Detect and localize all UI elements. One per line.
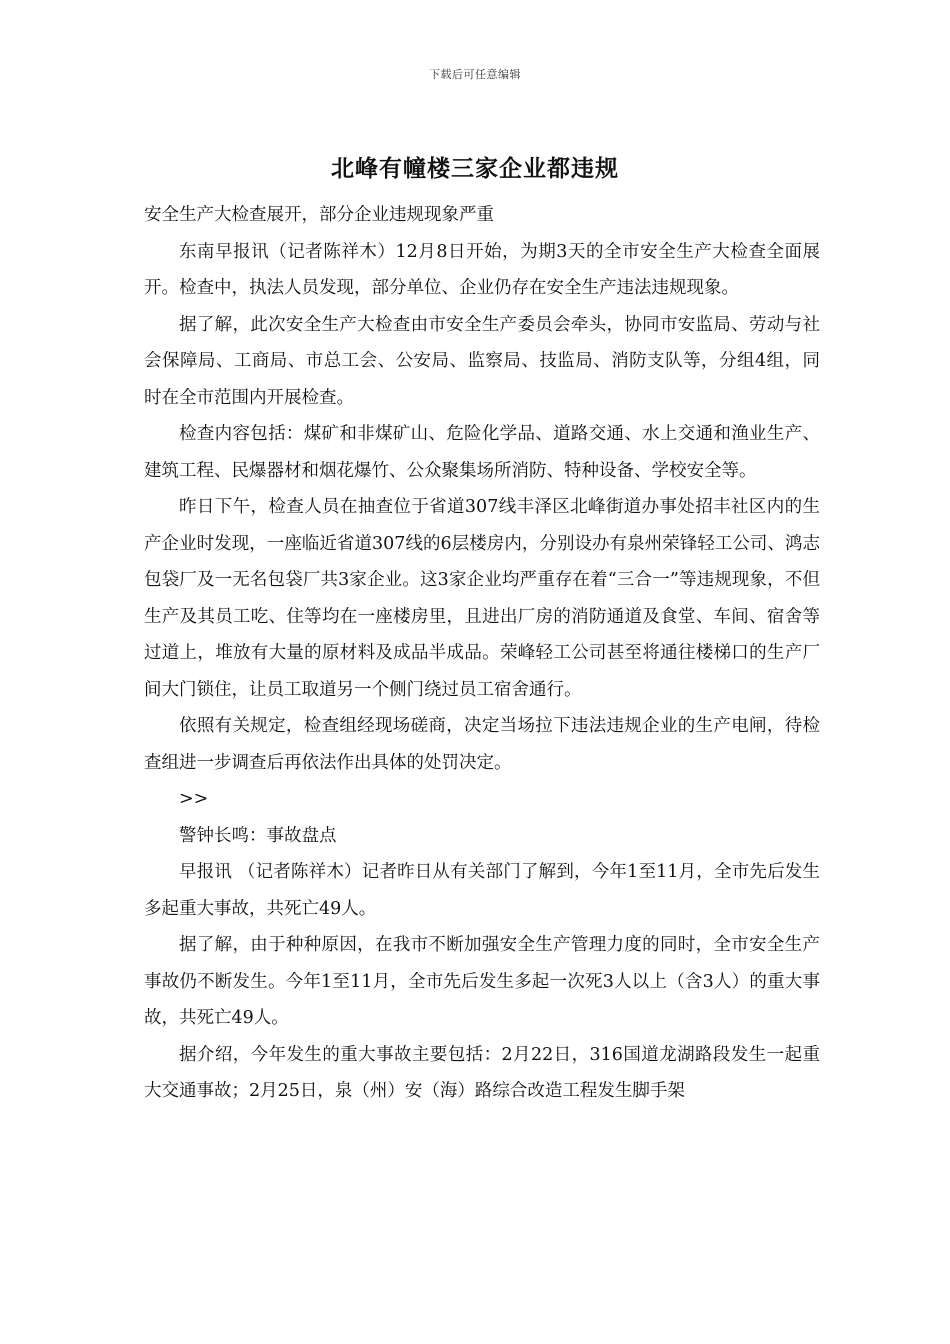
paragraph: 昨日下午，检查人员在抽查位于省道307线丰泽区北峰街道办事处招丰社区内的生产企业时发现，一座临近省道307线的6层楼房内，分别设办有泉州荣锋轻工公司、鸿志包袋厂及一无名包袋厂共3家企业。这3家企业均严重存在着“三合一”等违规现象，不但生产及其员工吃、住等均在一座楼房里，且进出厂房的消防通道及食堂、车间、宿舍等过道上，堆放有大量的原材料及成品半成品。荣峰轻工公司甚至将通往楼梯口的生产厂间大门锁住，让员工取道另一个侧门绕过员工宿舍通行。 bbox=[144, 497, 820, 700]
article-subtitle: 安全生产大检查展开，部分企业违规现象严重 bbox=[144, 205, 494, 225]
paragraph: 依照有关规定，检查组经现场磋商，决定当场拉下违法违规企业的生产电闸，待检查组进一步调查后再依法作出具体的处罚决定。 bbox=[144, 716, 820, 773]
section-marker: >> bbox=[179, 789, 209, 809]
article-body bbox=[144, 197, 820, 1110]
paragraph: 据了解，此次安全生产大检查由市安全生产委员会牵头，协同市安监局、劳动与社会保障局、工商局、市总工会、公安局、监察局、技监局、消防支队等，分组4组，同时在全市范围内开展检查。 bbox=[144, 314, 820, 408]
section-heading: 警钟长鸣：事故盘点 bbox=[179, 825, 337, 846]
paragraph: 早报讯 （记者陈祥木）记者昨日从有关部门了解到，今年1至11月，全市先后发生多起重大事故，共死亡49人。 bbox=[144, 862, 820, 919]
paragraph: 东南早报讯（记者陈祥木）12月8日开始，为期3天的全市安全生产大检查全面展开。检查中，执法人员发现，部分单位、企业仍存在安全生产违法违规现象。 bbox=[144, 241, 820, 298]
article-title: 北峰有幢楼三家企业都违规 bbox=[331, 156, 619, 182]
paragraph: 据了解，由于种种原因，在我市不断加强安全生产管理力度的同时，全市安全生产事故仍不断发生。今年1至11月，全市先后发生多起一次死3人以上（含3人）的重大事故，共死亡49人。 bbox=[144, 935, 820, 1028]
paragraph: 据介绍，今年发生的重大事故主要包括：2月22日，316国道龙湖路段发生一起重大交通事故；2月25日，泉（州）安（海）路综合改造工程发生脚手架 bbox=[144, 1044, 820, 1101]
header-note: 下载后可任意编辑 bbox=[429, 68, 521, 81]
paragraph: 检查内容包括：煤矿和非煤矿山、危险化学品、道路交通、水上交通和渔业生产、建筑工程、民爆器材和烟花爆竹、公众聚集场所消防、特种设备、学校安全等。 bbox=[144, 424, 820, 481]
